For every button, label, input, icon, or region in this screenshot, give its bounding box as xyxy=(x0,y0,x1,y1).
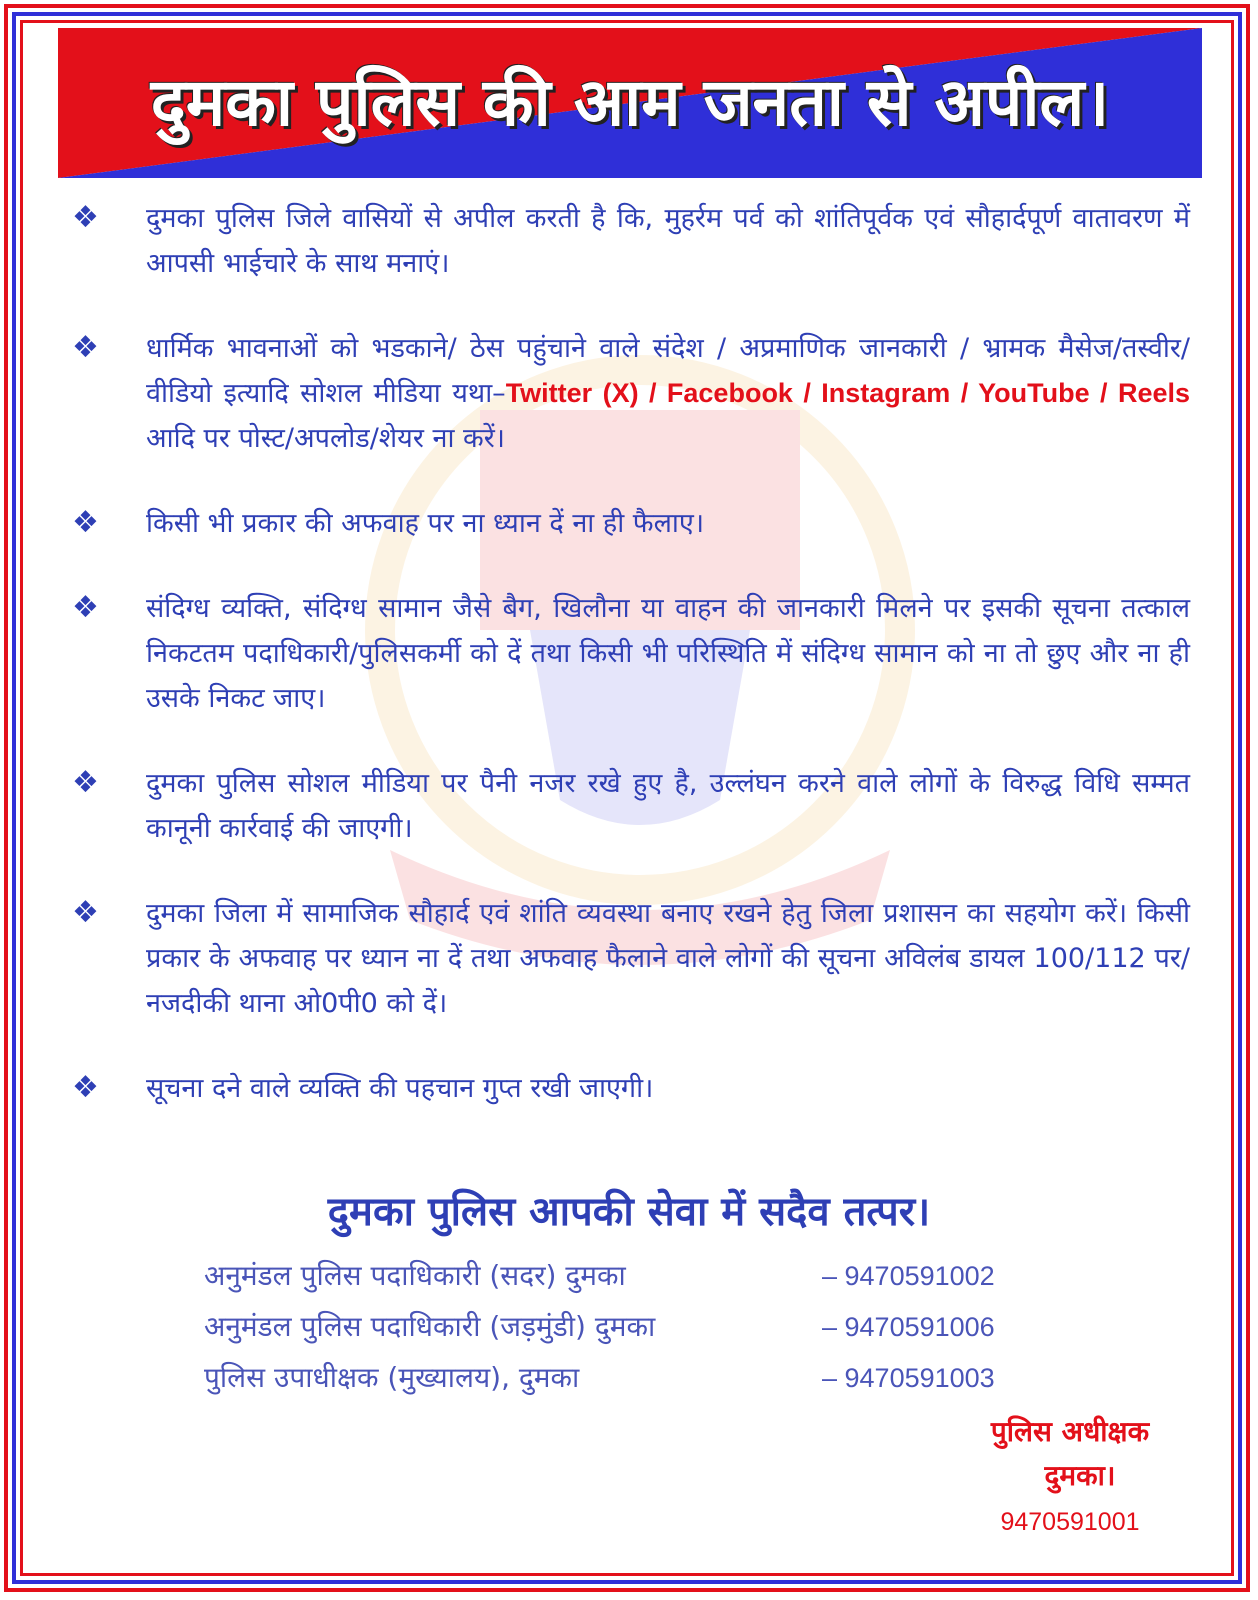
point-segment: दुमका पुलिस सोशल मीडिया पर पैनी नजर रखे हुए है, उल्लंघन करने वाले लोगों के विरुद्ध विधि सम्मत कानूनी कार्रवाई की जाएगी। xyxy=(146,768,1190,844)
contact-name: अनुमंडल पुलिस पदाधिकारी (जड़मुंडी) दुमका xyxy=(204,1310,656,1343)
point-segment: दुमका जिला में सामाजिक सौहार्द एवं शांति व्यवस्था बनाए रखने हेतु जिला प्रशासन का सहयोग करें। किसी प्रकार के अफवाह पर ध्यान ना दें तथा अफवाह फैलाने वाले लोगों की सूचना अविलंब डायल 100/112 पर/नजदीकी थाना ओ0पी0 को दें। xyxy=(146,898,1190,1019)
point-text xyxy=(146,326,1190,461)
point-text xyxy=(146,1066,1190,1111)
diamond-dots-icon: ❖ xyxy=(72,1070,99,1105)
signature-place: दुमका। xyxy=(1044,1459,1116,1492)
contact-name: पुलिस उपाधीक्षक (मुख्यालय), दुमका xyxy=(204,1361,580,1394)
diamond-dots-icon: ❖ xyxy=(72,765,99,800)
contact-phone: – 9470591002 xyxy=(822,1261,995,1291)
point-segment: दुमका पुलिस जिले वासियों से अपील करती है कि, मुहर्रम पर्व को शांतिपूर्वक एवं सौहार्दपूर्ण वातावरण में आपसी भाईचारे के साथ मनाएं। xyxy=(146,203,1190,279)
contact-row xyxy=(204,1358,1104,1409)
point-segment: किसी भी प्रकार की अफवाह पर ना ध्यान दें ना ही फैलाए। xyxy=(146,508,705,539)
diamond-dots-icon: ❖ xyxy=(72,200,99,235)
contact-row xyxy=(204,1256,1104,1307)
banner-title: दुमका पुलिस की आम जनता से अपील। xyxy=(150,64,1110,141)
list-item xyxy=(70,761,1190,851)
point-text xyxy=(146,586,1190,721)
point-text xyxy=(146,761,1190,851)
contact-phone: – 9470591003 xyxy=(822,1363,995,1393)
list-item xyxy=(70,1066,1190,1111)
title-banner xyxy=(58,28,1202,178)
social-media-names: Twitter (X) / Facebook / Instagram / YouTube / Reels xyxy=(505,378,1191,408)
diamond-dots-icon: ❖ xyxy=(72,590,99,625)
diamond-dots-icon: ❖ xyxy=(72,895,99,930)
appeal-points-list xyxy=(70,196,1190,1151)
diamond-dots-icon: ❖ xyxy=(72,505,99,540)
diamond-dots-icon: ❖ xyxy=(72,330,99,365)
signature-block xyxy=(950,1410,1190,1542)
list-item xyxy=(70,326,1190,461)
list-item xyxy=(70,586,1190,721)
list-item xyxy=(70,891,1190,1026)
point-segment: आदि पर पोस्ट/अपलोड/शेयर ना करें। xyxy=(146,423,506,454)
contacts-list xyxy=(204,1256,1104,1409)
signature-title: पुलिस अधीक्षक xyxy=(990,1415,1150,1448)
point-segment: धार्मिक भावनाओं को भडकाने/ ठेस पहुंचाने वाले संदेश / अप्रमाणिक जानकारी / भ्रामक मैसेज/तस्वीर/वीडियो इत्यादि सोशल मीडिया यथा– xyxy=(146,333,1190,409)
contact-phone: – 9470591006 xyxy=(822,1312,995,1342)
point-segment: सूचना दने वाले व्यक्ति की पहचान गुप्त रखी जाएगी। xyxy=(146,1073,654,1104)
contact-name: अनुमंडल पुलिस पदाधिकारी (सदर) दुमका xyxy=(204,1259,626,1292)
list-item xyxy=(70,196,1190,286)
list-item xyxy=(70,501,1190,546)
slogan: दुमका पुलिस आपकी सेवा में सदैव तत्पर। xyxy=(327,1189,931,1235)
point-text xyxy=(146,196,1190,286)
point-text xyxy=(146,501,1190,546)
signature-phone: 9470591001 xyxy=(1000,1508,1140,1536)
point-segment: संदिग्ध व्यक्ति, संदिग्ध सामान जैसे बैग, खिलौना या वाहन की जानकारी मिलने पर इसकी सूचना तत्काल निकटतम पदाधिकारी/पुलिसकर्मी को दें तथा किसी भी परिस्थिति में संदिग्ध सामान को ना तो छुए और ना ही उसके निकट जाए। xyxy=(146,593,1190,714)
contact-row xyxy=(204,1307,1104,1358)
point-text xyxy=(146,891,1190,1026)
